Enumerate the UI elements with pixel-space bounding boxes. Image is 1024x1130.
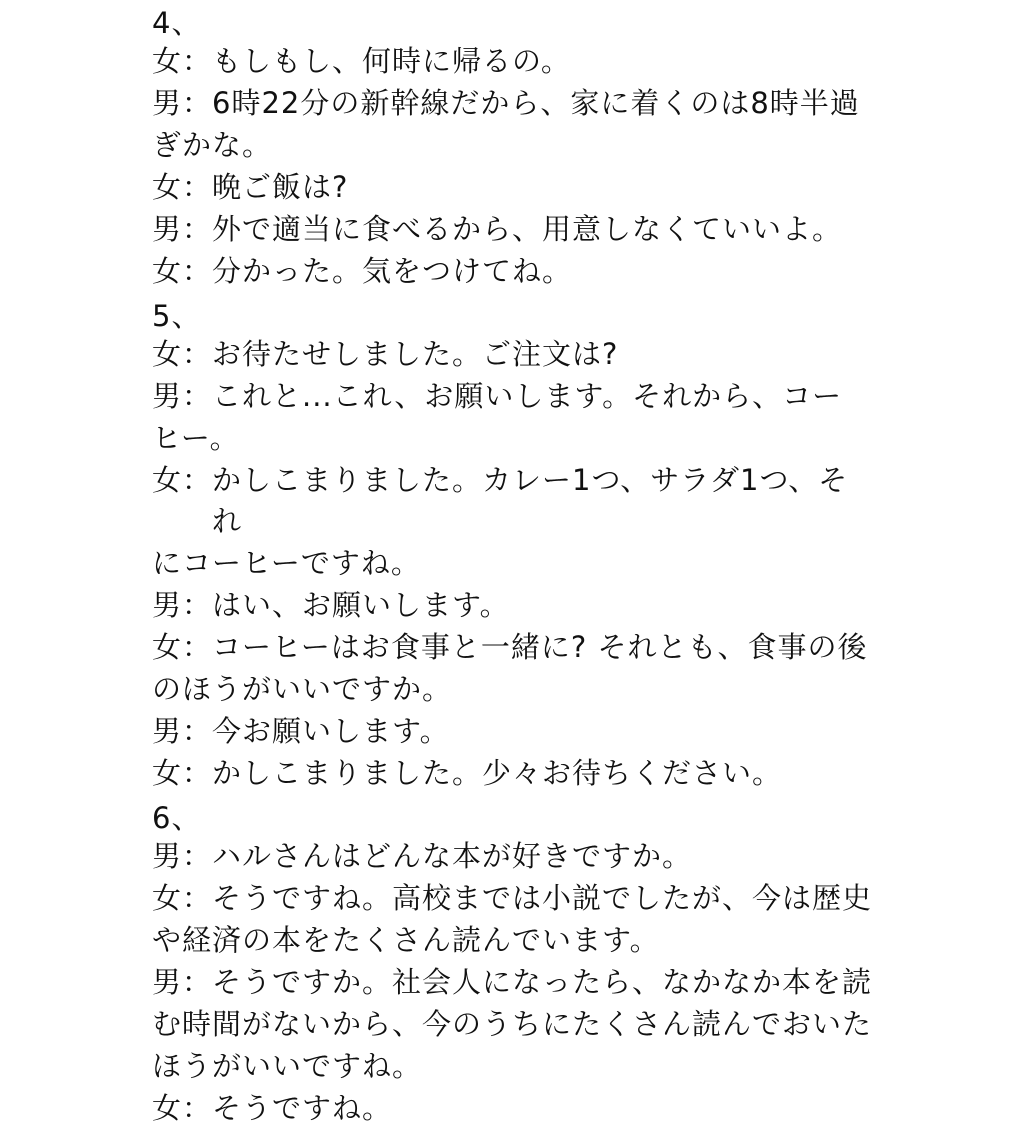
speaker-label: 女：	[152, 44, 213, 78]
dialogue-text: そうですか。社会人になったら、なかなか本を読	[212, 965, 873, 999]
speaker-label: 男：	[152, 379, 213, 413]
dialogue-text: コーヒーはお食事と一緒に? それとも、食事の後	[212, 630, 868, 664]
dialogue-text: ぎかな。	[152, 128, 273, 162]
dialogue-text: や経済の本をたくさん読んでいます。	[152, 923, 660, 957]
dialogue-line	[152, 1088, 872, 1129]
dialogue-line	[152, 209, 872, 250]
speaker-label: 男：	[152, 212, 213, 246]
dialogue-text: もしもし、何時に帰るの。	[212, 44, 571, 78]
dialogue-line-continuation	[152, 920, 872, 961]
dialogue-line	[152, 83, 872, 124]
dialogue-text: そうですね。高校までは小説でしたが、今は歴史	[212, 881, 873, 915]
dialogue-line	[152, 836, 872, 877]
dialogue-text: む時間がないから、今のうちにたくさん読んでおいた	[152, 1007, 873, 1041]
speaker-label: 女：	[152, 756, 213, 790]
dialogue-text: ハルさんはどんな本が好きですか。	[212, 839, 693, 873]
speaker-label: 女：	[152, 1091, 213, 1125]
speaker-label: 女：	[152, 630, 213, 664]
speaker-label: 女：	[152, 337, 213, 371]
dialogue-text: かしこまりました。カレー1つ、サラダ1つ、それ	[212, 463, 849, 538]
speaker-label: 男：	[152, 86, 213, 120]
dialogue-text: そうですね。	[212, 1091, 393, 1125]
dialogue-text: かしこまりました。少々お待ちください。	[212, 756, 783, 790]
dialogue-line	[152, 711, 872, 752]
dialogue-line	[152, 376, 872, 417]
dialogue-text: はい、お願いします。	[212, 588, 510, 622]
speaker-label: 男：	[152, 714, 213, 748]
speaker-label: 男：	[152, 588, 213, 622]
speaker-label: 女：	[152, 881, 213, 915]
section-heading: 5、	[152, 299, 202, 333]
dialogue-text: 晩ご飯は?	[212, 170, 349, 204]
dialogue-text: 今お願いします。	[212, 714, 450, 748]
dialogue-line-continuation	[152, 1046, 872, 1087]
dialogue-text: ヒー。	[152, 421, 240, 455]
section-heading: 4、	[152, 6, 202, 40]
speaker-label: 男：	[152, 839, 213, 873]
dialogue-line	[152, 41, 872, 82]
dialogue-line	[152, 251, 872, 292]
dialogue-line	[152, 460, 872, 542]
dialogue-document	[152, 0, 872, 1130]
speaker-label: 女：	[152, 254, 213, 288]
dialogue-text: これと...これ、お願いします。それから、コー	[212, 379, 843, 413]
dialogue-line-continuation	[152, 418, 872, 459]
dialogue-text: 分かった。気をつけてね。	[212, 254, 573, 288]
dialogue-text: のほうがいいですか。	[152, 672, 453, 706]
dialogue-text: にコーヒーですね。	[152, 546, 421, 580]
speaker-label: 男：	[152, 965, 213, 999]
dialogue-line	[152, 334, 872, 375]
dialogue-text: 6時22分の新幹線だから、家に着くのは8時半過	[212, 86, 860, 120]
dialogue-line-continuation	[152, 543, 872, 584]
section-heading: 6、	[152, 801, 202, 835]
dialogue-line	[152, 167, 872, 208]
dialogue-text: ほうがいいですね。	[152, 1049, 423, 1083]
dialogue-text: 外で適当に食べるから、用意しなくていいよ。	[212, 212, 843, 246]
dialogue-line	[152, 753, 872, 794]
dialogue-text: お待たせしました。ご注文は?	[212, 337, 619, 371]
dialogue-line	[152, 962, 872, 1003]
dialogue-line-continuation	[152, 669, 872, 710]
dialogue-line-continuation	[152, 1004, 872, 1045]
dialogue-line	[152, 878, 872, 919]
speaker-label: 女：	[152, 170, 213, 204]
dialogue-line	[152, 627, 872, 668]
dialogue-line-continuation	[152, 125, 872, 166]
speaker-label: 女：	[152, 463, 213, 497]
dialogue-line	[152, 585, 872, 626]
